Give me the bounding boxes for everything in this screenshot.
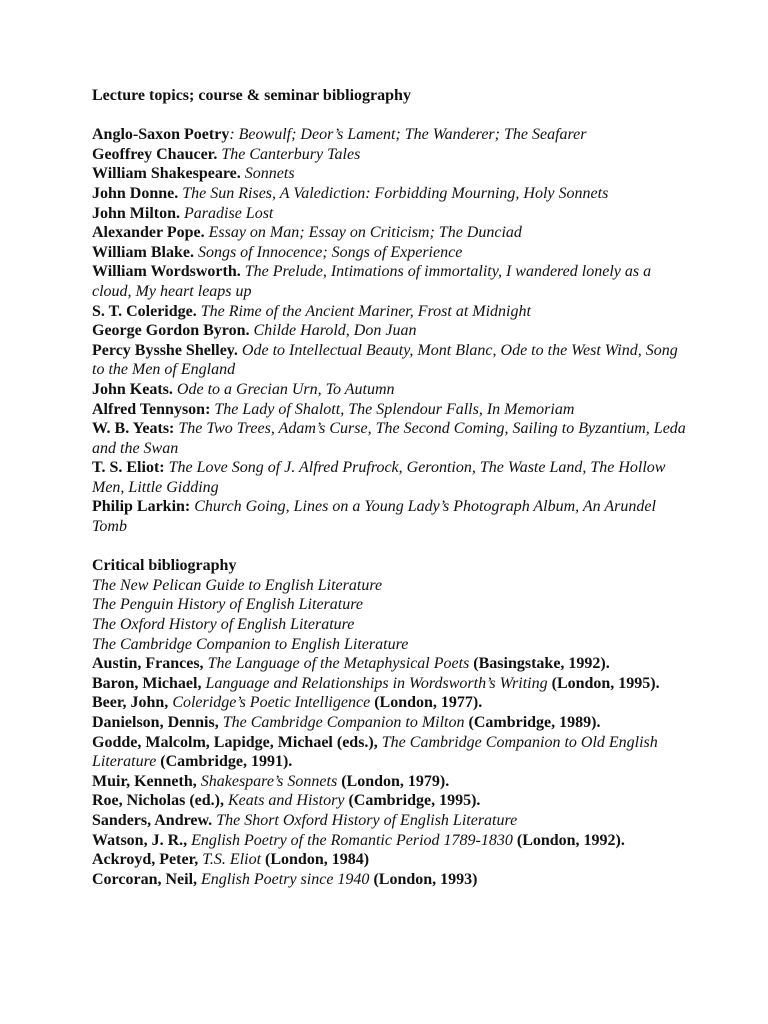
- reference-entry: [92, 713, 692, 733]
- lecture-entry: [92, 184, 692, 204]
- document-page: [92, 86, 692, 889]
- lecture-author: S. T. Coleridge: [92, 302, 193, 320]
- reference-author: Austin, Frances,: [92, 655, 208, 673]
- lecture-separator: .: [236, 263, 245, 281]
- reference-publication: (London, 1992).: [512, 831, 625, 849]
- reference-entry: [92, 850, 692, 870]
- lecture-works: Childe Harold, Don Juan: [253, 322, 417, 340]
- reference-entry: [92, 733, 692, 772]
- reference-author: Sanders, Andrew.: [92, 811, 217, 829]
- lecture-author: William Wordsworth: [92, 263, 237, 281]
- lecture-entry: [92, 262, 692, 301]
- lecture-entry: [92, 223, 692, 243]
- reference-publication: (London, 1977).: [370, 694, 483, 712]
- lecture-author: T. S. Eliot: [92, 459, 160, 477]
- lecture-author: Anglo-Saxon Poetry: [92, 126, 230, 144]
- lecture-entry: [92, 380, 692, 400]
- lecture-works: The Lady of Shalott, The Splendour Falls, In Memoriam: [214, 400, 575, 418]
- reference-title: T.S. Eliot: [202, 851, 262, 869]
- lecture-entry: [92, 321, 692, 341]
- reference-author: Beer, John,: [92, 694, 173, 712]
- lecture-entry: [92, 341, 692, 380]
- lecture-separator: :: [205, 400, 215, 418]
- reference-entry: [92, 791, 692, 811]
- reference-author: Ackroyd, Peter,: [92, 851, 203, 869]
- lecture-separator: .: [233, 341, 242, 359]
- reference-publication: (Cambridge, 1989).: [464, 714, 601, 731]
- lecture-separator: :: [184, 498, 195, 516]
- reference-publication: (Cambridge, 1995).: [344, 792, 481, 810]
- lecture-topics-heading: Lecture topics; course & seminar bibliography: [92, 87, 411, 104]
- critical-bibliography-heading: Critical bibliography: [92, 557, 237, 575]
- lecture-separator: .: [176, 204, 185, 222]
- lecture-author: Alexander Pope: [92, 224, 201, 242]
- lecture-entry: [92, 400, 692, 420]
- reference-author: Danielson, Dennis,: [92, 714, 223, 731]
- lecture-separator: .: [213, 145, 222, 163]
- lecture-works: The Sun Rises, A Valediction: Forbidding Mourning, Holy Sonnets: [182, 184, 609, 202]
- lecture-works: Ode to Intellectual Beauty, Mont Blanc, Ode to the West Wind, Song to the Men of England: [92, 341, 678, 379]
- reference-entry: [92, 772, 692, 792]
- lecture-works: Paradise Lost: [184, 204, 274, 222]
- lecture-works: Sonnets: [244, 165, 295, 183]
- reference-author: Corcoran, Neil,: [92, 870, 202, 888]
- lecture-works: The Love Song of J. Alfred Prufrock, Gerontion, The Waste Land, The Hollow Men, Little Gidding: [92, 459, 666, 496]
- general-title: The Oxford History of English Literature: [92, 616, 355, 634]
- lecture-author: John Keats: [92, 380, 169, 398]
- reference-author: Muir, Kenneth,: [92, 772, 201, 790]
- lecture-author: Percy Bysshe Shelley: [92, 341, 234, 359]
- lecture-works: The Prelude, Intimations of immortality, I wandered lonely as a cloud, My heart leaps up: [92, 263, 652, 300]
- lecture-entry: [92, 204, 692, 224]
- reference-entry: [92, 674, 692, 694]
- lecture-works: Essay on Man; Essay on Criticism; The Dunciad: [208, 224, 522, 242]
- reference-title: English Poetry of the Romantic Period 1789-1830: [191, 831, 513, 849]
- reference-title: The Cambridge Companion to Milton: [222, 714, 465, 731]
- general-title: The New Pelican Guide to English Literature: [92, 576, 383, 594]
- reference-entry: [92, 870, 692, 890]
- lecture-author: W. B. Yeats: [92, 420, 170, 438]
- reference-title: The Language of the Metaphysical Poets: [207, 655, 470, 673]
- lecture-entry: [92, 419, 692, 458]
- reference-publication: (Cambridge, 1991).: [156, 753, 293, 771]
- spacer: [92, 106, 692, 126]
- lecture-author: William Shakespeare: [92, 165, 237, 183]
- lecture-entry: [92, 164, 692, 184]
- lecture-entry: [92, 458, 692, 497]
- reference-title: Keats and History: [227, 792, 345, 810]
- lecture-works: The Rime of the Ancient Mariner, Frost at Midnight: [200, 302, 531, 320]
- lecture-works: Church Going, Lines on a Young Lady’s Photograph Album, An Arundel Tomb: [92, 498, 656, 536]
- lecture-works: Ode to a Grecian Urn, To Autumn: [176, 380, 395, 398]
- lecture-separator: .: [200, 224, 209, 242]
- reference-entry: [92, 831, 692, 851]
- reference-title: Coleridge’s Poetic Intelligence: [172, 694, 371, 712]
- reference-title: English Poetry since 1940: [201, 870, 370, 888]
- lecture-author: John Milton: [92, 204, 177, 222]
- lecture-separator: .: [245, 322, 254, 340]
- lecture-entry: [92, 145, 692, 165]
- general-title: The Penguin History of English Literature: [92, 596, 363, 614]
- lecture-separator: .: [168, 380, 177, 398]
- lecture-separator: :: [229, 126, 239, 144]
- lecture-works: The Canterbury Tales: [221, 145, 361, 163]
- reference-author: Baron, Michael,: [92, 674, 206, 692]
- lecture-author: Geoffrey Chaucer: [92, 145, 214, 163]
- reference-entry: [92, 693, 692, 713]
- reference-author: Watson, J. R.,: [92, 831, 192, 849]
- lecture-works: The Two Trees, Adam’s Curse, The Second Coming, Sailing to Byzantium, Leda and the Swan: [92, 420, 686, 457]
- spacer: [92, 537, 692, 557]
- lecture-entry: [92, 302, 692, 322]
- lecture-separator: .: [236, 165, 245, 183]
- lecture-author: William Blake: [92, 243, 190, 261]
- lecture-works: Songs of Innocence; Songs of Experience: [197, 243, 463, 261]
- lecture-separator: .: [174, 184, 183, 202]
- lecture-topics-list: [92, 125, 692, 536]
- general-titles-list: [92, 576, 692, 654]
- lecture-entry: [92, 243, 692, 263]
- lecture-entry: [92, 125, 692, 145]
- reference-author: Godde, Malcolm, Lapidge, Michael (eds.),: [92, 733, 382, 751]
- reference-publication: (London, 1979).: [337, 772, 450, 790]
- reference-author: Roe, Nicholas (ed.),: [92, 792, 228, 810]
- reference-title: Language and Relationships in Wordsworth’s Writing: [205, 674, 548, 692]
- reference-title: The Short Oxford History of English Literature: [216, 811, 518, 829]
- general-title: The Cambridge Companion to English Literature: [92, 635, 409, 653]
- references-list: [92, 654, 692, 889]
- reference-entry: [92, 811, 692, 831]
- lecture-author: George Gordon Byron: [92, 322, 246, 340]
- lecture-author: Alfred Tennyson: [92, 400, 206, 418]
- lecture-separator: :: [169, 420, 179, 438]
- reference-publication: (London, 1995).: [547, 674, 660, 692]
- reference-entry: [92, 654, 692, 674]
- reference-title: The Cambridge Companion to Old English Literature: [92, 733, 658, 771]
- lecture-entry: [92, 497, 692, 536]
- reference-title: Shakespare’s Sonnets: [200, 772, 338, 790]
- lecture-author: Philip Larkin: [92, 498, 185, 516]
- lecture-author: John Donne: [92, 184, 175, 202]
- lecture-separator: .: [192, 302, 201, 320]
- reference-publication: (London, 1984): [261, 851, 370, 869]
- lecture-separator: .: [189, 243, 198, 261]
- lecture-separator: :: [159, 459, 169, 477]
- lecture-works: Beowulf; Deor’s Lament; The Wanderer; The Seafarer: [238, 126, 587, 144]
- reference-publication: (London, 1993): [369, 870, 478, 888]
- reference-publication: (Basingstake, 1992).: [469, 655, 610, 673]
